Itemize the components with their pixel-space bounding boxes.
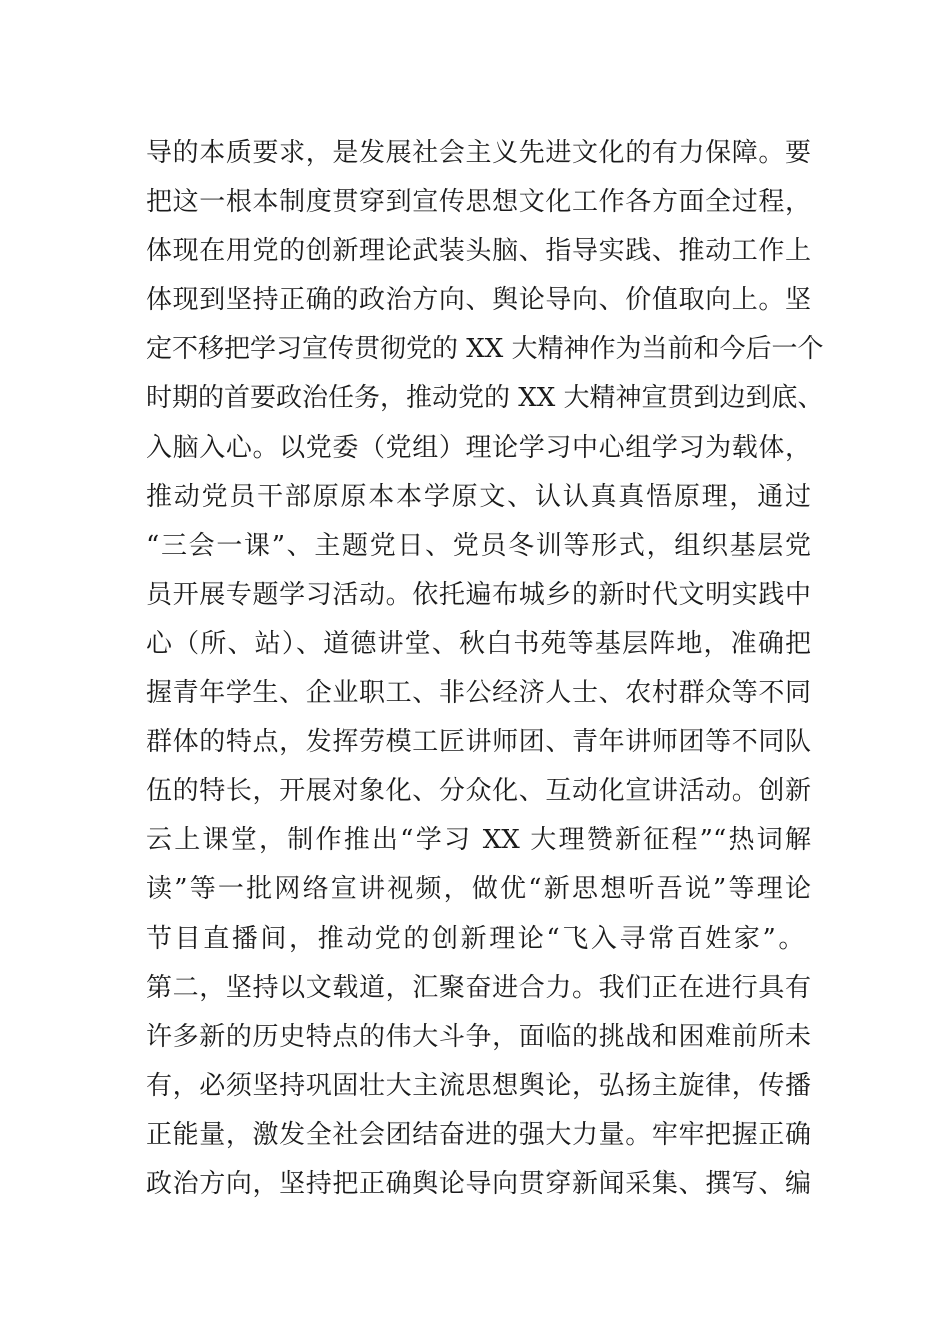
- text-line: 导的本质要求，是发展社会主义先进文化的有力保障。要: [146, 138, 811, 168]
- body-text: [146, 129, 824, 1209]
- text-line: 握青年学生、企业职工、非公经济人士、农村群众等不同: [146, 678, 811, 709]
- text-line: 心（所、站）、道德讲堂、秋白书苑等基层阵地，准确把: [146, 628, 811, 659]
- text-line: 群体的特点，发挥劳模工匠讲师团、青年讲师团等不同队: [146, 727, 811, 758]
- text-line: 推动党员干部原原本本学原文、认认真真悟原理，通过: [146, 481, 811, 512]
- text-line: 定不移把学习宣传贯彻党的 XX 大精神作为当前和今后一个: [146, 334, 824, 365]
- text-line: 第二，坚持以文载道，汇聚奋进合力。我们正在进行具有: [146, 972, 811, 1003]
- paragraph-end-line: 节目直播间，推动党的创新理论“飞入寻常百姓家”。: [146, 923, 807, 954]
- text-line: 许多新的历史特点的伟大斗争，面临的挑战和困难前所未: [146, 1021, 811, 1052]
- text-line: 云上课堂，制作推出“学习 XX 大理赞新征程”“热词解: [146, 825, 811, 856]
- text-line: 入脑入心。以党委（党组）理论学习中心组学习为载体，: [146, 432, 811, 463]
- text-line: 正能量，激发全社会团结奋进的强大力量。牢牢把握正确: [146, 1119, 811, 1150]
- text-line: 读”等一批网络宣讲视频，做优“新思想听吾说”等理论: [146, 874, 811, 905]
- text-line: 伍的特长，开展对象化、分众化、互动化宣讲活动。创新: [146, 776, 811, 807]
- text-line: “三会一课”、主题党日、党员冬训等形式，组织基层党: [146, 530, 811, 561]
- text-line: 有，必须坚持巩固壮大主流思想舆论，弘扬主旋律，传播: [146, 1070, 811, 1101]
- text-line: 体现到坚持正确的政治方向、舆论导向、价值取向上。坚: [146, 285, 811, 316]
- text-line: 体现在用党的创新理论武装头脑、指导实践、推动工作上: [146, 236, 811, 267]
- text-line: 时期的首要政治任务，推动党的 XX 大精神宣贯到边到底、: [146, 383, 824, 414]
- text-line: 政治方向，坚持把正确舆论导向贯穿新闻采集、撰写、编: [146, 1168, 811, 1199]
- text-line: 员开展专题学习活动。依托遍布城乡的新时代文明实践中: [146, 579, 811, 610]
- text-line: 把这一根本制度贯穿到宣传思想文化工作各方面全过程，: [146, 187, 811, 218]
